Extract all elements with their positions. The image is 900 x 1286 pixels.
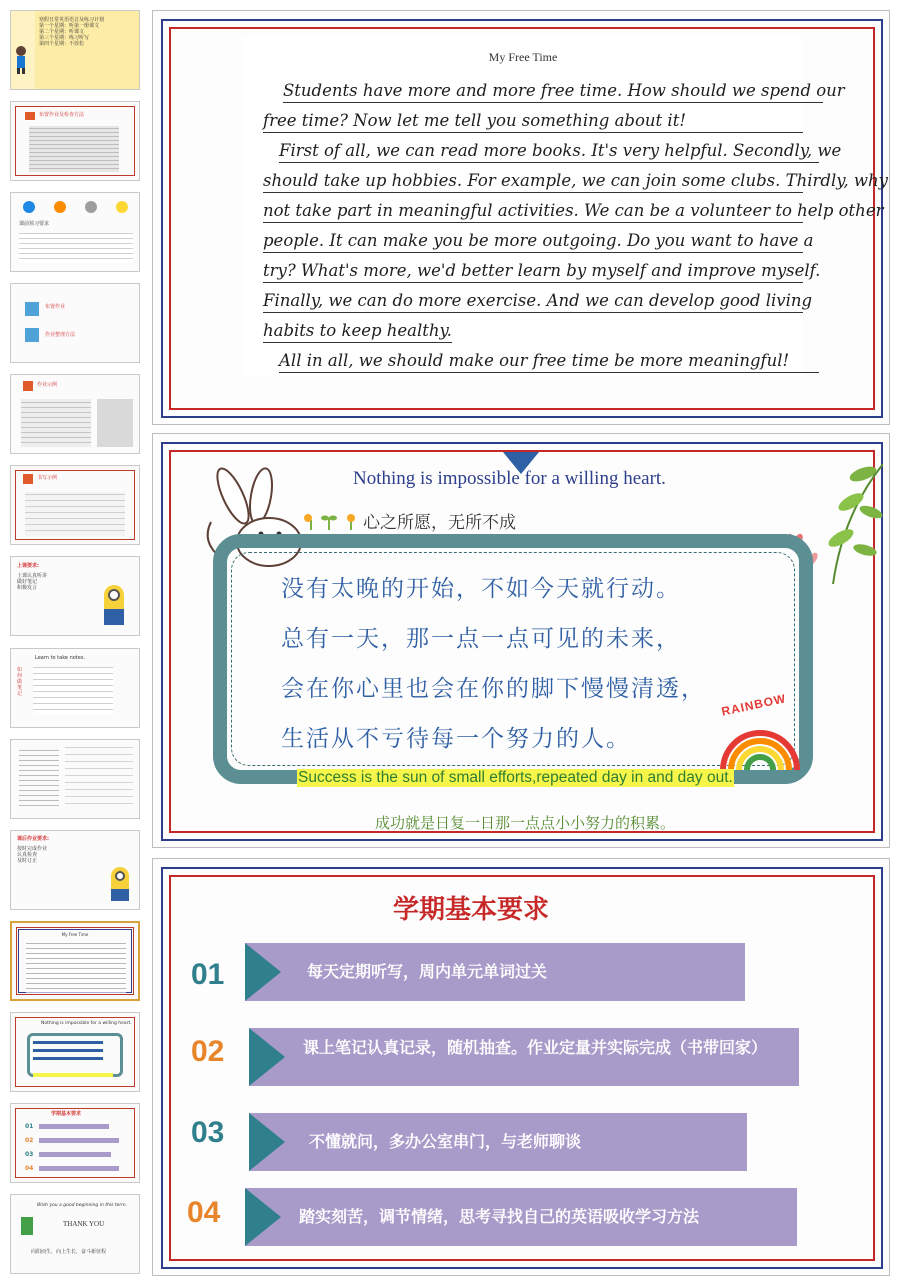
cartoon-girl-icon xyxy=(13,45,29,75)
slide-motivation xyxy=(152,433,890,848)
slide-thumbnail-2[interactable] xyxy=(10,101,140,181)
requirement-number: 02 xyxy=(191,1035,225,1068)
success-highlight: Success is the sun of small efforts,repeated day in and day out. xyxy=(298,769,733,786)
thumb1-line: 第四个星期：不放松 xyxy=(39,41,85,47)
thumb6-heading: 书写示例 xyxy=(37,475,58,481)
thumb13-num: 04 xyxy=(25,1165,34,1172)
slide-thumbnail-3[interactable] xyxy=(10,192,140,272)
requirement-number: 03 xyxy=(191,1116,225,1149)
requirements-title: 学期基本要求 xyxy=(393,895,550,925)
slide-thumbnail-1[interactable] xyxy=(10,10,140,90)
slide-thumbnail-6[interactable] xyxy=(10,465,140,545)
thumb13-title: 学期基本要求 xyxy=(51,1111,82,1117)
thumb7-line: 上课认真听讲 xyxy=(17,573,48,579)
sprout-icon xyxy=(303,510,363,532)
requirement-number: 01 xyxy=(191,958,225,991)
slide-thumbnail-panel xyxy=(0,0,150,1286)
slide-thumbnail-12[interactable] xyxy=(10,1012,140,1092)
slide-thumbnail-8[interactable] xyxy=(10,648,140,728)
thumb8-title: Learn to take notes. xyxy=(35,655,86,661)
poem-line: 没有太晚的开始，不如今天就行动。 xyxy=(281,576,681,602)
poem-line: 生活从不亏待每一个努力的人。 xyxy=(281,726,631,752)
essay-line: try? What's more, we'd better learn by myself and improve myself. xyxy=(263,260,803,283)
slide-thumbnail-9[interactable] xyxy=(10,739,140,819)
thumb13-num: 03 xyxy=(25,1151,34,1158)
thumb4-line: 作业整理方法 xyxy=(45,332,76,338)
essay-line: habits to keep healthy. xyxy=(263,320,452,343)
slide-thumbnail-11[interactable] xyxy=(10,921,140,1001)
quote-chinese: 心之所愿，无所不成 xyxy=(363,513,516,533)
thumb10-line: 认真检查 xyxy=(17,852,38,858)
quote-english: Nothing is impossible for a willing heart. xyxy=(353,468,666,489)
arrow-icon xyxy=(249,1028,285,1086)
essay-line: free time? Now let me tell you something about it! xyxy=(263,110,803,133)
thumb1-line: 寒假日常英语语音及练习计划 xyxy=(39,17,105,23)
thumb10-line: 及时订正 xyxy=(17,858,38,864)
thumb1-line: 第一个星期：听第一册课文 xyxy=(39,23,100,29)
essay-line: should take up hobbies. For example, we can join some clubs. Thirdly, why xyxy=(263,170,803,193)
thumb14-line1: Wish you a good beginning in this term. xyxy=(37,1203,128,1208)
thumb1-line: 第三个星期：练习听写 xyxy=(39,35,90,41)
requirement-text: 不懂就问，多办公室串门，与老师聊谈 xyxy=(309,1132,582,1151)
slide-thumbnail-7[interactable] xyxy=(10,556,140,636)
thumb3-text: 课前预习要求 xyxy=(19,221,50,227)
poem-line: 会在你心里也会在你的脚下慢慢清透， xyxy=(281,676,706,702)
handwriting-paper xyxy=(243,36,888,376)
thumb14-line3: 向阳而生，向上生长，奋斗新征程 xyxy=(31,1249,107,1255)
essay-line: not take part in meaningful activities. We can be a volunteer to help other xyxy=(263,200,803,223)
thumb2-photo xyxy=(29,126,119,172)
thumb13-num: 01 xyxy=(25,1123,34,1130)
thumb10-title: 课后作业要求: xyxy=(17,836,50,842)
thumb14-line2: THANK YOU xyxy=(63,1220,105,1228)
slide-thumbnail-10[interactable] xyxy=(10,830,140,910)
slide-thumbnail-13[interactable] xyxy=(10,1103,140,1183)
success-chinese: 成功就是日复一日那一点点小小努力的积累。 xyxy=(375,814,676,832)
essay-line: First of all, we can read more books. It's very helpful. Secondly, we xyxy=(279,140,819,163)
slide-handwriting xyxy=(152,10,890,425)
thumb7-line: 做好笔记 xyxy=(17,579,38,585)
thumb13-num: 02 xyxy=(25,1137,34,1144)
thumb8-side: 如何做笔记 xyxy=(17,667,23,697)
minion-icon xyxy=(99,581,129,629)
arrow-icon xyxy=(245,943,281,1001)
thumb7-line: 积极发言 xyxy=(17,585,38,591)
slide-thumbnail-14[interactable] xyxy=(10,1194,140,1274)
thumb4-line: 布置作业 xyxy=(45,304,66,310)
thumb11-title: My Free Time xyxy=(61,932,89,937)
requirement-number: 04 xyxy=(187,1196,221,1229)
thumb5-heading: 作业示例 xyxy=(37,382,58,388)
slide-requirements xyxy=(152,858,890,1276)
requirement-text: 踏实刻苦，调节情绪，思考寻找自己的英语吸收学习方法 xyxy=(299,1207,700,1226)
requirement-text: 每天定期听写，周内单元单词过关 xyxy=(307,962,548,981)
thumb9-text xyxy=(11,740,12,741)
essay-title: My Free Time xyxy=(488,50,558,64)
essay-line: people. It can make you be more outgoing. Do you want to have a xyxy=(263,230,803,253)
essay-line: Students have more and more free time. How should we spend our xyxy=(283,80,823,103)
essay-line: All in all, we should make our free time be more meaningful! xyxy=(279,350,819,373)
arrow-icon xyxy=(245,1188,281,1246)
requirement-text: 课上笔记认真记录，随机抽查。作业定量并实际完成（书带回家） xyxy=(303,1038,768,1057)
slide-thumbnail-5[interactable] xyxy=(10,374,140,454)
thumb2-heading: 布置作业及检查方法 xyxy=(39,112,85,118)
poem-line: 总有一天，那一点一点可见的未来， xyxy=(281,626,681,652)
rainbow-label: RAINBOW xyxy=(720,691,788,719)
thumb1-line: 第二个星期：听课文 xyxy=(39,29,85,35)
essay-line: Finally, we can do more exercise. And we can develop good living xyxy=(263,290,803,313)
minion-icon xyxy=(107,865,133,905)
thumb7-title: 上课要求: xyxy=(17,563,39,569)
rainbow-icon xyxy=(715,691,805,774)
thumb10-line: 按时完成作业 xyxy=(17,846,48,852)
slide-thumbnail-4[interactable] xyxy=(10,283,140,363)
thumb12-quote: Nothing is impossible for a willing heart. xyxy=(41,1021,132,1026)
arrow-icon xyxy=(249,1113,285,1171)
